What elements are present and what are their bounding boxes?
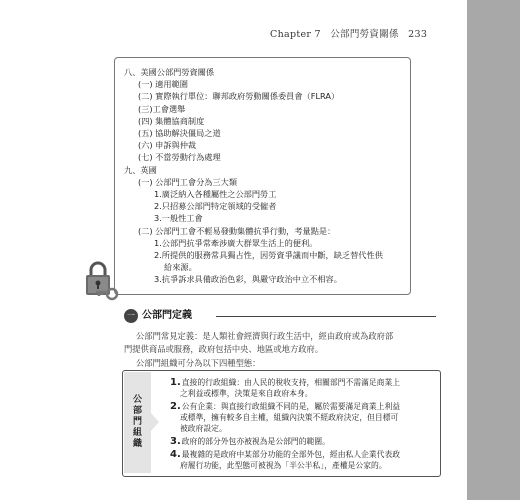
outline-item: (二) 實際執行單位：聯邦政府勞動關係委員會（FLRA） <box>138 91 340 102</box>
org-item-1-cont: 之利益或標準，決策是來自政府本身。 <box>180 389 313 398</box>
outline-item: 2.所提供的服務常具獨占性，因勞資爭議而中斷，缺乏替代性供 <box>154 250 383 260</box>
section-title: 公部門定義 <box>142 310 192 321</box>
definition-line-1: 公部門常見定義：是人類社會經濟與行政生活中，經由政府或為政府部 <box>136 331 394 341</box>
page-number: 233 <box>408 29 428 40</box>
outline-item: (一) 公部門工會分為三大類 <box>138 176 238 187</box>
section-heading <box>124 309 444 323</box>
org-types-label: 公 部 門 組 織 <box>124 372 151 473</box>
outline-item: 八、美國公部門勞資關係 <box>124 67 215 77</box>
outline-item: (五) 協助解決僵局之道 <box>138 128 221 138</box>
org-item-4: 4.最複雜的是政府中某部分功能的全部外包，經由私人企業代表政 <box>170 449 401 460</box>
outline-item: (六) 申訴與仲裁 <box>138 140 197 151</box>
org-item-2: 2.公有企業：與直接行政組織不同的是，屬於需要滿足商業上利益 <box>170 401 401 412</box>
outline-item: 2.只招募公部門特定領域的受僱者 <box>154 201 277 212</box>
outline-item: (一) 適用範圍 <box>138 79 188 90</box>
org-item-3: 3.政府的部分外包亦被視為是公部門的範圍。 <box>170 436 330 447</box>
outline-item: 3.一般性工會 <box>154 213 203 224</box>
outline-item: 1.公部門抗爭常牽涉廣大群眾生活上的便利。 <box>154 237 318 248</box>
outline-item: (二) 公部門工會不輕易發動集體抗爭行動，考量點是： <box>138 225 336 236</box>
org-label-arrow <box>151 413 159 431</box>
outline-item: (三)工會選舉 <box>138 103 186 114</box>
lock-and-key-icon <box>82 260 122 302</box>
chapter-title: 公部門勞資關係 <box>330 29 399 40</box>
page-edge-tab <box>467 0 520 500</box>
running-header <box>270 26 433 40</box>
section-rule <box>216 316 436 317</box>
chapter-label: Chapter 7 <box>270 29 321 40</box>
types-intro: 公部門組織可分為以下四種型態： <box>136 358 261 368</box>
outline-item: (四) 集體協商制度 <box>138 115 205 126</box>
org-item-2-cont-2: 被政府設定。 <box>180 424 227 433</box>
outline-item: 九、英國 <box>124 164 157 175</box>
definition-line-2: 門提供商品或服務，政府包括中央、地區或地方政府。 <box>124 344 324 354</box>
outline-item: 1.廣泛納入各種屬性之公部門勞工 <box>154 189 277 199</box>
org-item-4-cont: 府履行功能，此型態可被視為「半公半私」，產權是公家的。 <box>180 461 387 470</box>
outline-item: 3.抗爭訴求具備政治色彩，與嚴守政治中立不相容。 <box>154 274 342 285</box>
outline-item: (七) 不當勞動行為處理 <box>138 152 221 163</box>
org-item-1: 1.直接的行政組織：由人民的稅收支持，相關部門不需滿足商業上 <box>170 377 401 388</box>
outline-item: 給來源。 <box>164 262 197 273</box>
org-item-2-cont-1: 或標準，擁有較多自主權，組織內決策不經政府決定，但目標可 <box>180 413 399 422</box>
section-number: 一 <box>124 309 138 323</box>
